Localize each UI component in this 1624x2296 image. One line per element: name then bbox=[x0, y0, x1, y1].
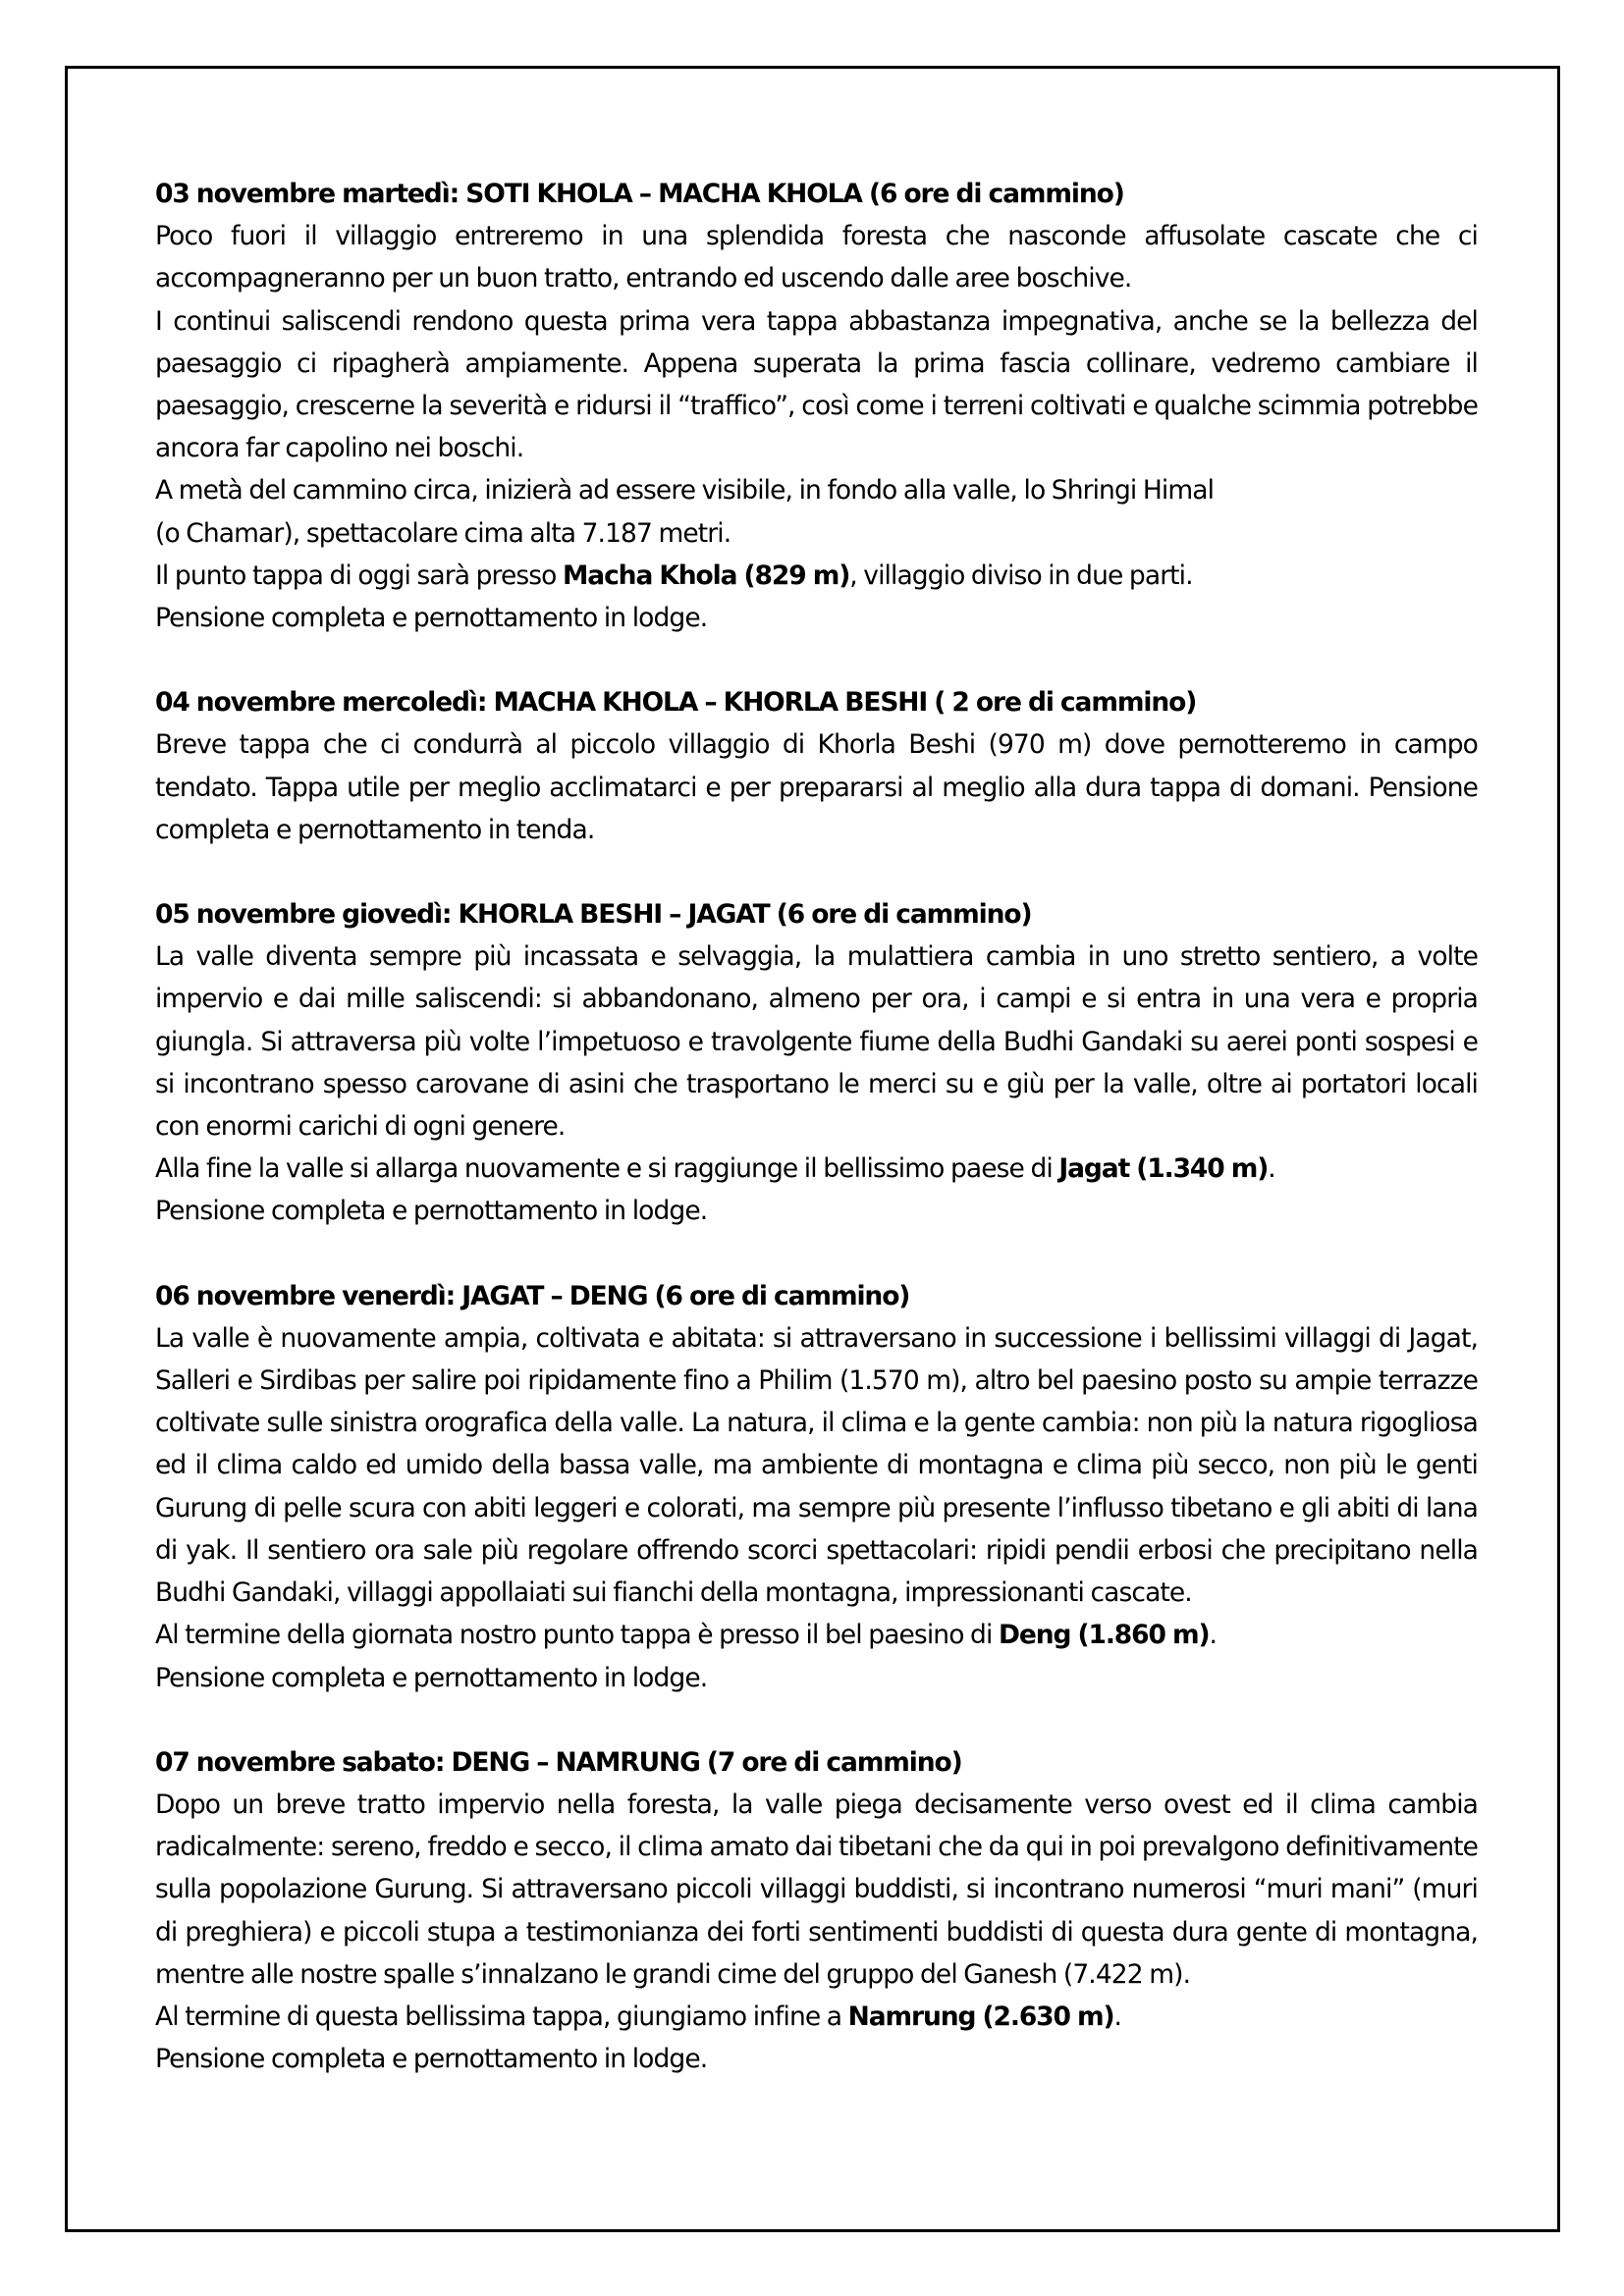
day-section-06-nov bbox=[155, 1275, 1478, 1699]
paragraph bbox=[155, 555, 1478, 597]
paragraph: Pensione completa e pernottamento in lodge. bbox=[155, 603, 708, 634]
paragraph: Dopo un breve tratto impervio nella foresta, la valle piega decisamente verso ovest ed il clima cambia radicalmente: sereno, freddo e secco, il clima amato dai tibetani che da qui in poi prevalgono definitivamente sulla popolazione Gurung. Si attraversano piccoli villaggi buddisti, si incontrano numerosi “muri mani” (muri di preghiera) e piccoli stupa a testimonianza dei forti sentimenti buddisti di questa dura gente di montagna, mentre alle nostre spalle s’innalzano le grandi cime del gruppo del Ganesh (7.422 m). bbox=[155, 1789, 1478, 1990]
paragraph: La valle diventa sempre più incassata e selvaggia, la mulattiera cambia in uno stretto sentiero, a volte impervio e dai mille saliscendi: si abbandonano, almeno per ora, i campi e si entra in una vera e propria giungla. Si attraversa più volte l’impetuoso e travolgente fiume della Budhi Gandaki su aerei ponti sospesi e si incontrano spesso carovane di asini che trasportano le merci su e giù per la valle, oltre ai portatori locali con enormi carichi di ogni genere. bbox=[155, 941, 1478, 1143]
day-section-04-nov bbox=[155, 681, 1478, 851]
text-span: . bbox=[1268, 1153, 1275, 1185]
itinerary-body bbox=[155, 173, 1478, 2122]
day-heading: 06 novembre venerdì: JAGAT – DENG (6 ore di cammino) bbox=[155, 1280, 910, 1311]
paragraph: Pensione completa e pernottamento in lodge. bbox=[155, 2044, 708, 2075]
text-span: Al termine di questa bellissima tappa, giungiamo infine a bbox=[155, 2001, 848, 2032]
paragraph: Pensione completa e pernottamento in lodge. bbox=[155, 1662, 708, 1693]
paragraph bbox=[155, 1148, 1478, 1190]
text-line: (o Chamar), spettacolare cima alta 7.187 metri. bbox=[155, 517, 731, 549]
paragraph: Poco fuori il villaggio entreremo in una splendida foresta che nasconde affusolate cascate che ci accompagneranno per un buon tratto, entrando ed uscendo dalle aree boschive. bbox=[155, 221, 1478, 294]
day-heading: 04 novembre mercoledì: MACHA KHOLA – KHORLA BESHI ( 2 ore di cammino) bbox=[155, 687, 1197, 719]
paragraph: La valle è nuovamente ampia, coltivata e abitata: si attraversano in successione i bellissimi villaggi di Jagat, Salleri e Sirdibas per salire poi ripidamente fino a Philim (1.570 m), altro bel paesino posto su ampie terrazze coltivate sulle sinistra orografica della valle. La natura, il clima e la gente cambia: non più la natura rigogliosa ed il clima caldo ed umido della bassa valle, ma ambiente di montagna e clima più secco, non più le genti Gurung di pelle scura con abiti leggeri e colorati, ma sempre più presente l’influsso tibetano e gli abiti di lana di yak. Il sentiero ora sale più regolare offrendo scorci spettacolari: ripidi pendii erbosi che precipitano nella Budhi Gandaki, villaggi appollaiati sui fianchi della montagna, impressionanti cascate. bbox=[155, 1322, 1478, 1609]
text-span: . bbox=[1209, 1620, 1217, 1651]
text-span: Il punto tappa di oggi sarà presso bbox=[155, 560, 564, 591]
stop-location: Namrung (2.630 m) bbox=[847, 2001, 1114, 2032]
day-section-03-nov bbox=[155, 173, 1478, 639]
paragraph bbox=[155, 1614, 1478, 1656]
day-section-05-nov bbox=[155, 893, 1478, 1233]
paragraph: Pensione completa e pernottamento in lodge. bbox=[155, 1196, 708, 1227]
day-heading: 07 novembre sabato: DENG – NAMRUNG (7 ore di cammino) bbox=[155, 1746, 962, 1778]
paragraph bbox=[155, 469, 1478, 554]
paragraph: I continui saliscendi rendono questa prima vera tappa abbastanza impegnativa, anche se la bellezza del paesaggio ci ripagherà ampiamente. Appena superata la prima fascia collinare, vedremo cambiare il paesaggio, crescerne la severità e ridursi il “traffico”, così come i terreni coltivati e qualche scimmia potrebbe ancora far capolino nei boschi. bbox=[155, 305, 1478, 464]
text-span: Al termine della giornata nostro punto tappa è presso il bel paesino di bbox=[155, 1620, 999, 1651]
stop-location: Macha Khola (829 m) bbox=[563, 560, 850, 591]
stop-location: Jagat (1.340 m) bbox=[1058, 1153, 1269, 1185]
text-span: Alla fine la valle si allarga nuovamente e si raggiunge il bellissimo paese di bbox=[155, 1153, 1059, 1185]
paragraph: Breve tappa che ci condurrà al piccolo villaggio di Khorla Beshi (970 m) dove pernotteremo in campo tendato. Tappa utile per meglio acclimatarci e per prepararsi al meglio alla dura tappa di domani. Pensione completa e pernottamento in tenda. bbox=[155, 729, 1478, 845]
day-section-07-nov bbox=[155, 1741, 1478, 2081]
stop-location: Deng (1.860 m) bbox=[998, 1620, 1210, 1651]
text-span: , villaggio diviso in due parti. bbox=[849, 560, 1193, 591]
text-span: . bbox=[1113, 2001, 1122, 2032]
paragraph bbox=[155, 1996, 1478, 2038]
day-heading: 03 novembre martedì: SOTI KHOLA – MACHA KHOLA (6 ore di cammino) bbox=[155, 179, 1124, 209]
text-line: A metà del cammino circa, inizierà ad essere visibile, in fondo alla valle, lo Shringi Himal bbox=[155, 475, 1215, 507]
day-heading: 05 novembre giovedì: KHORLA BESHI – JAGAT (6 ore di cammino) bbox=[155, 899, 1032, 931]
